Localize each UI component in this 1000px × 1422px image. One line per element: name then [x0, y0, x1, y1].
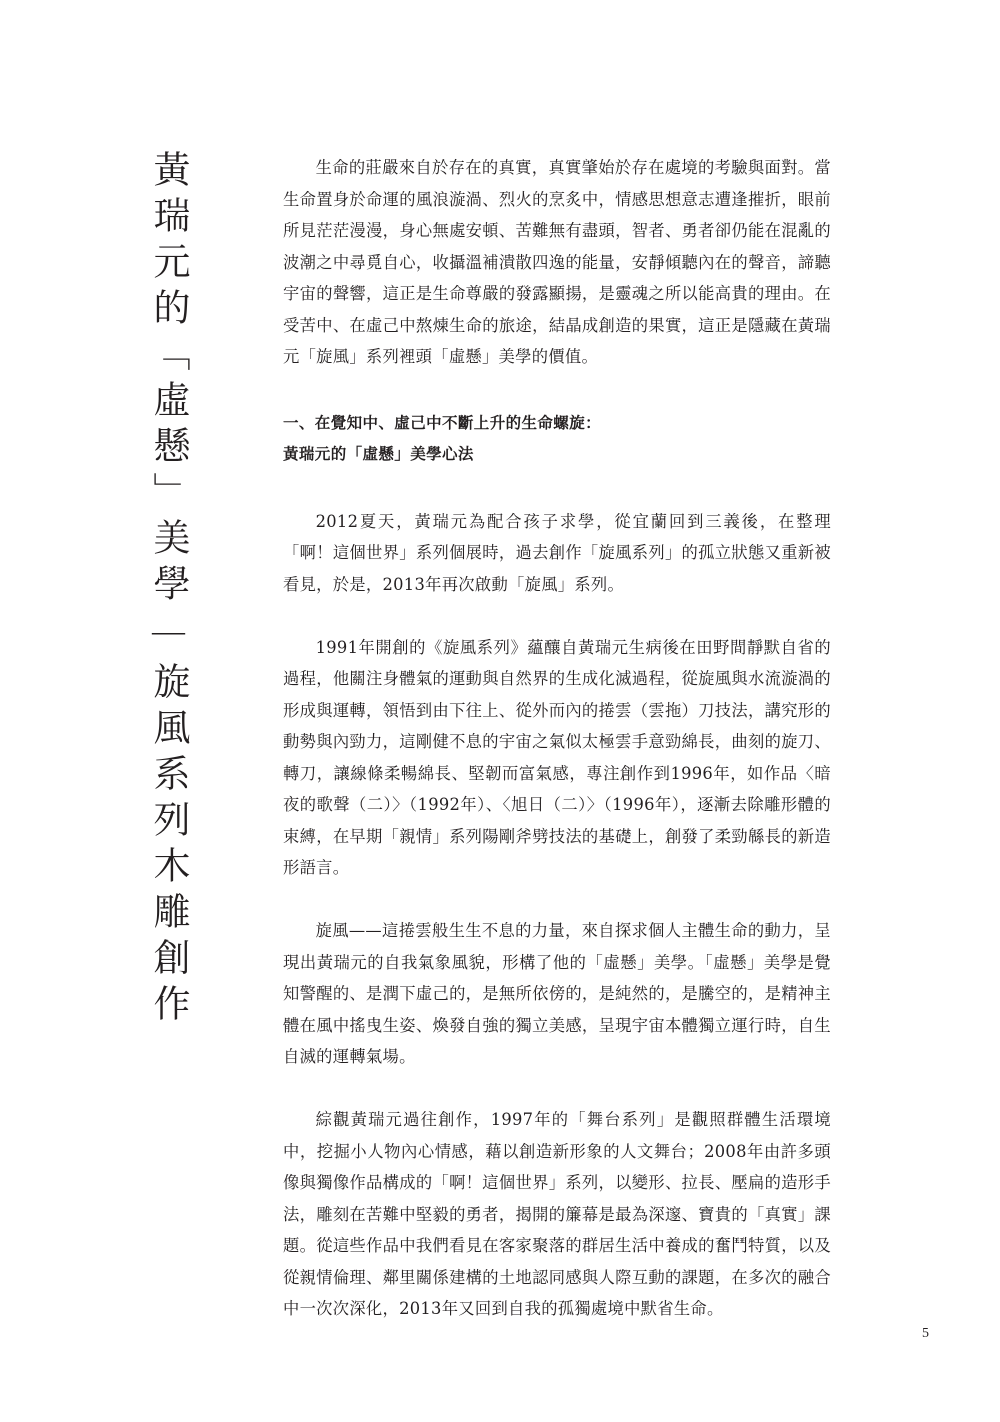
paragraph-1: 2012夏天，黃瑞元為配合孩子求學，從宜蘭回到三義後，在整理「啊！這個世界」系列個展時，過去創作「旋風系列」的孤立狀態又重新被看見，於是，2013年再次啟動「旋風」系列。: [283, 511, 831, 594]
paragraph-3: 旋風——這捲雲般生生不息的力量，來自探求個人主體生命的動力，呈現出黃瑞元的自我氣象風貌，形構了他的「虛懸」美學。「虛懸」美學是覺知警醒的、是潤下虛己的，是無所依傍的，是純然的，是騰空的，是精神主體在風中搖曳生姿、煥發自強的獨立美感，呈現宇宙本體獨立運行時，自生自滅的運轉氣場。: [283, 921, 831, 1066]
title-part-3: 美學: [147, 518, 190, 610]
intro-paragraph: 生命的莊嚴來自於存在的真實，真實肇始於存在處境的考驗與面對。當生命置身於命運的風浪漩渦、烈火的烹炙中，情感思想意志遭逢摧折，眼前所見茫茫漫漫，身心無處安頓、苦難無有盡頭，智者、勇者卻仍能在混亂的波潮之中尋覓自心，收攝溫補潰散四逸的能量，安靜傾聽內在的聲音，諦聽宇宙的聲響，這正是生命尊嚴的發露顯揚，是靈魂之所以能高貴的理由。在受苦中、在虛己中熬煉生命的旅途，結晶成創造的果實，這正是隱藏在黃瑞元「旋風」系列裡頭「虛懸」美學的價值。: [283, 158, 831, 366]
title-part-4: 旋風系列木雕創作: [147, 662, 190, 1030]
title-part-2: 「虛懸」: [147, 334, 190, 518]
paragraph-4: 綜觀黃瑞元過往創作，1997年的「舞台系列」是觀照群體生活環境中，挖掘小人物內心情感，藉以創造新形象的人文舞台；2008年由許多頭像與獨像作品構成的「啊！這個世界」系列，以變形、拉長、壓扁的造形手法，雕刻在苦難中堅毅的勇者，揭開的簾幕是最為深邃、寶貴的「真實」課題。從這些作品中我們看見在客家聚落的群居生活中養成的奮鬥特質，以及從親情倫理、鄰里關係建構的土地認同感與人際互動的課題，在多次的融合中一次次深化，2013年又回到自我的孤獨處境中默省生命。: [283, 1110, 831, 1318]
page-number: 5: [922, 1326, 929, 1341]
main-text-column: [283, 152, 831, 1325]
paragraph-2: 1991年開創的《旋風系列》蘊釀自黃瑞元生病後在田野間靜默自省的過程，他關注身體氣的運動與自然界的生成化滅過程，從旋風與水流漩渦的形成與運轉，領悟到由下往上、從外而內的捲雲（雲拖）刀技法，講究形的動勢與內勁力，這剛健不息的宇宙之氣似太極雲手意勁綿長，曲刻的旋刀、轉刀，讓線條柔暢綿長、堅韌而富氣感，專注創作到1996年，如作品〈暗夜的歌聲（二）〉（1992年）、〈旭日（二）〉（1996年），逐漸去除雕形體的束縛，在早期「親情」系列陽剛斧劈技法的基礎上，創發了柔勁緜長的新造形語言。: [283, 637, 831, 877]
section-heading-line-2: 黃瑞元的「虛懸」美學心法: [283, 444, 474, 463]
title-part-1: 黃瑞元的: [147, 150, 190, 334]
section-heading-line-1: 一、在覺知中、虛己中不斷上升的生命螺旋：: [283, 413, 602, 432]
vertical-title: [146, 150, 190, 1030]
title-dash: —: [147, 610, 190, 662]
section-heading: [283, 408, 831, 470]
